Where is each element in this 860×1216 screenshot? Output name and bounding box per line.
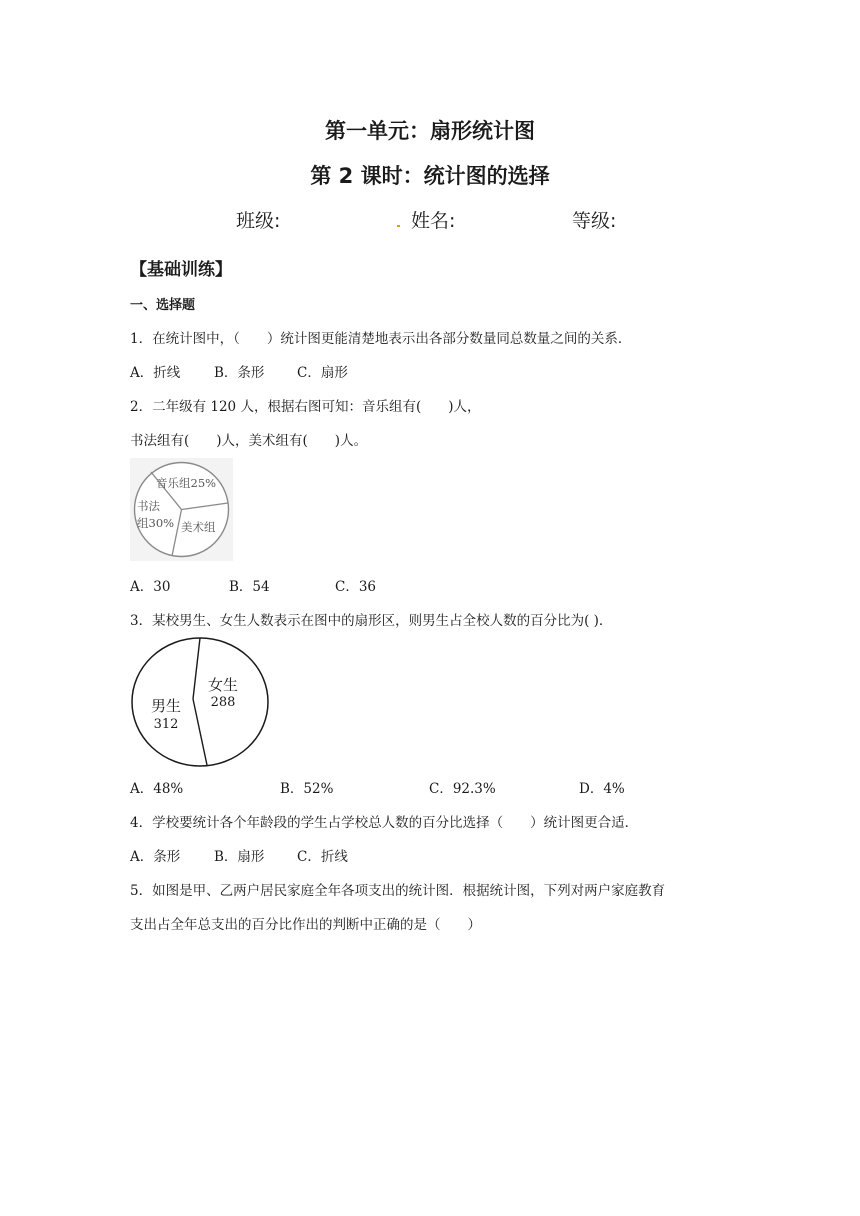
- question-4-option-c: C．折线: [297, 849, 348, 865]
- question-2-option-a: A．30: [130, 579, 171, 595]
- grade-label: 等级:: [572, 210, 617, 232]
- section-title: 【基础训练】: [130, 260, 232, 280]
- question-3-option-d: D．4%: [579, 781, 625, 797]
- question-3-option-c: C．92.3%: [429, 781, 496, 797]
- subsection-title: 一、选择题: [130, 298, 196, 313]
- question-4-option-b: B．扇形: [214, 849, 265, 865]
- question-5-text: 5．如图是甲、乙两户居民家庭全年各项支出的统计图．根据统计图，下列对两户家庭教育: [130, 883, 666, 899]
- students-pie-svg: [130, 636, 270, 768]
- pie1-label-calligraphy-2: 组30%: [137, 516, 175, 530]
- question-1-option-c: C．扇形: [297, 365, 348, 381]
- question-1-option-a: A．折线: [130, 365, 181, 381]
- pie1-label-art: 美术组: [181, 520, 216, 534]
- students-pie-chart: [130, 636, 270, 768]
- question-1-option-b: B．条形: [214, 365, 265, 381]
- question-3-text: 3．某校男生、女生人数表示在图中的扇形区，则男生占全校人数的百分比为( )．: [130, 613, 613, 629]
- lesson-title: 第 2 课时：统计图的选择: [310, 164, 550, 188]
- interest-group-pie-chart: [130, 458, 233, 561]
- question-5-text-line2: 支出占全年总支出的百分比作出的判断中正确的是（ ）: [130, 917, 481, 933]
- pie2-label-boys-count: 312: [153, 717, 179, 732]
- question-4-text: 4．学校要统计各个年龄段的学生占学校总人数的百分比选择（ ）统计图更合适．: [130, 815, 639, 831]
- question-2-option-c: C．36: [335, 579, 377, 595]
- question-2-text: 2．二年级有 120 人，根据右图可知：音乐组有( )人，: [130, 399, 481, 415]
- interest-group-pie-svg: [130, 458, 233, 561]
- pie2-label-girls-count: 288: [210, 695, 236, 710]
- class-label: 班级:: [236, 210, 281, 232]
- question-2-text-line2: 书法组有( )人，美术组有( )人。: [130, 433, 368, 449]
- pie2-label-girls: 女生: [207, 676, 239, 694]
- question-3-option-a: A．48%: [130, 781, 184, 797]
- pie2-label-boys: 男生: [150, 697, 182, 715]
- unit-title: 第一单元：扇形统计图: [325, 119, 535, 143]
- question-4-option-a: A．条形: [130, 849, 181, 865]
- pie1-label-music: 音乐组25%: [156, 476, 217, 490]
- question-3-option-b: B．52%: [280, 781, 334, 797]
- name-label: 姓名:: [411, 210, 456, 232]
- pie1-label-calligraphy-1: 书法: [137, 499, 160, 513]
- decorative-mark: [397, 225, 400, 227]
- question-2-option-b: B．54: [229, 579, 270, 595]
- question-1-text: 1．在统计图中，（ ）统计图更能清楚地表示出各部分数量同总数量之间的关系．: [130, 331, 632, 347]
